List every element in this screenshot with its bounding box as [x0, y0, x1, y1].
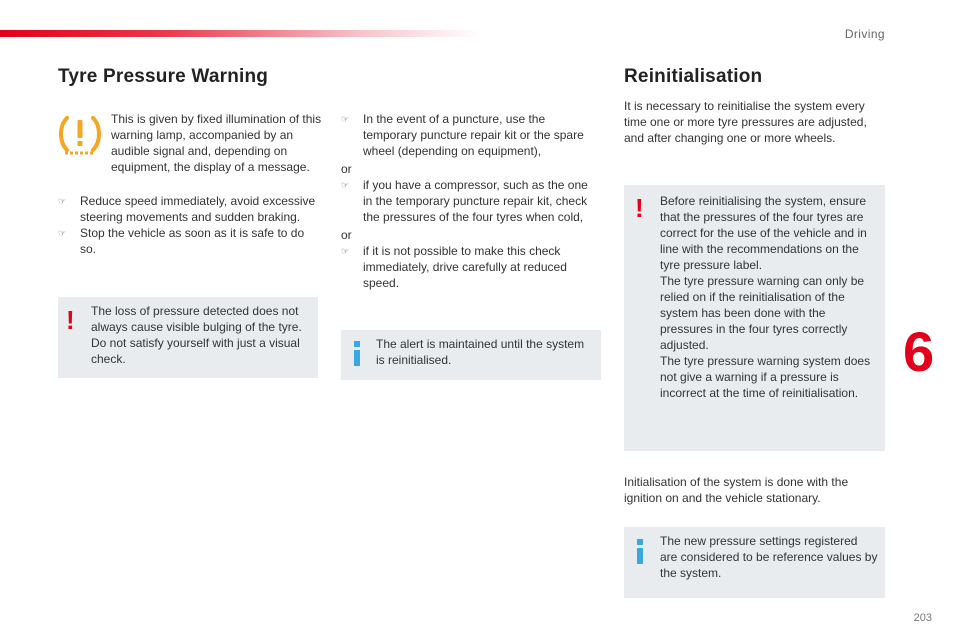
- tyre-pressure-title: Tyre Pressure Warning: [58, 66, 269, 87]
- section-label: Driving: [844, 27, 885, 41]
- visual-check-warning-box: [58, 297, 318, 378]
- warning-box-text: Before reinitialising the system, ensure that the pressures of the four tyres are correct for the use of the vehicle and in line with the recommendations on the tyre pressure label. The tyre pressure warning can only be relied on if the reinitialisation of the system has been done with the pressures in the four tyres correctly adjusted. The tyre pressure warning system does not give a warning if a pressure is incorrect at the time of reinitialisation.: [660, 194, 871, 400]
- reinitialisation-intro: It is necessary to reinitialise the system every time one or more tyre pressures are adjusted, and after changing one or more wheels.: [624, 99, 867, 145]
- reinitialisation-warning-box: [624, 185, 885, 451]
- info-box-text: The new pressure settings registered are considered to be reference values by the system.: [660, 534, 878, 580]
- pointing-hand-icon: ☞: [58, 196, 67, 206]
- reinitialisation-title: Reinitialisation: [624, 66, 763, 87]
- info-box-text: The alert is maintained until the system is reinitialised.: [376, 337, 585, 367]
- list-item: ☞ Reduce speed immediately, avoid excessive steering movements and sudden braking.: [58, 194, 316, 224]
- left-bullet-list: [58, 193, 322, 257]
- list-item: ☞ In the event of a puncture, use the temporary puncture repair kit or the spare wheel (depending on equipment),: [341, 112, 584, 158]
- warning-box-text: The loss of pressure detected does not always cause visible bulging of the tyre. Do not satisfy yourself with just a visual check.: [91, 304, 302, 366]
- initialisation-text: Initialisation of the system is done with the ignition on and the vehicle stationary.: [624, 475, 849, 505]
- pointing-hand-icon: ☞: [58, 228, 67, 238]
- chapter-number: 6: [903, 320, 935, 383]
- pointing-hand-icon: ☞: [341, 246, 350, 256]
- puncture-instructions: [341, 111, 597, 291]
- list-item: ☞ Stop the vehicle as soon as it is safe to do so.: [58, 226, 305, 256]
- pointing-hand-icon: ☞: [341, 114, 350, 124]
- list-item: ☞ if it is not possible to make this check immediately, drive carefully at reduced speed.: [341, 244, 567, 290]
- reference-values-info-box: [624, 527, 885, 598]
- or-separator: or: [341, 162, 352, 176]
- page-number: 203: [913, 612, 932, 624]
- pointing-hand-icon: ☞: [341, 180, 350, 190]
- exclamation-icon: !: [635, 193, 644, 223]
- alert-maintained-info-box: [341, 330, 601, 380]
- header-accent-bar: [0, 30, 480, 37]
- or-separator: or: [341, 228, 352, 242]
- tyre-warning-intro: This is given by fixed illumination of this warning lamp, accompanied by an audible signal and, depending on equipment, the display of a message.: [111, 112, 322, 174]
- list-item: ☞ if you have a compressor, such as the one in the temporary puncture repair kit, check the pressures of the four tyres when cold,: [341, 178, 588, 224]
- tyre-pressure-warning-lamp-icon: [58, 114, 102, 156]
- exclamation-icon: !: [66, 305, 75, 335]
